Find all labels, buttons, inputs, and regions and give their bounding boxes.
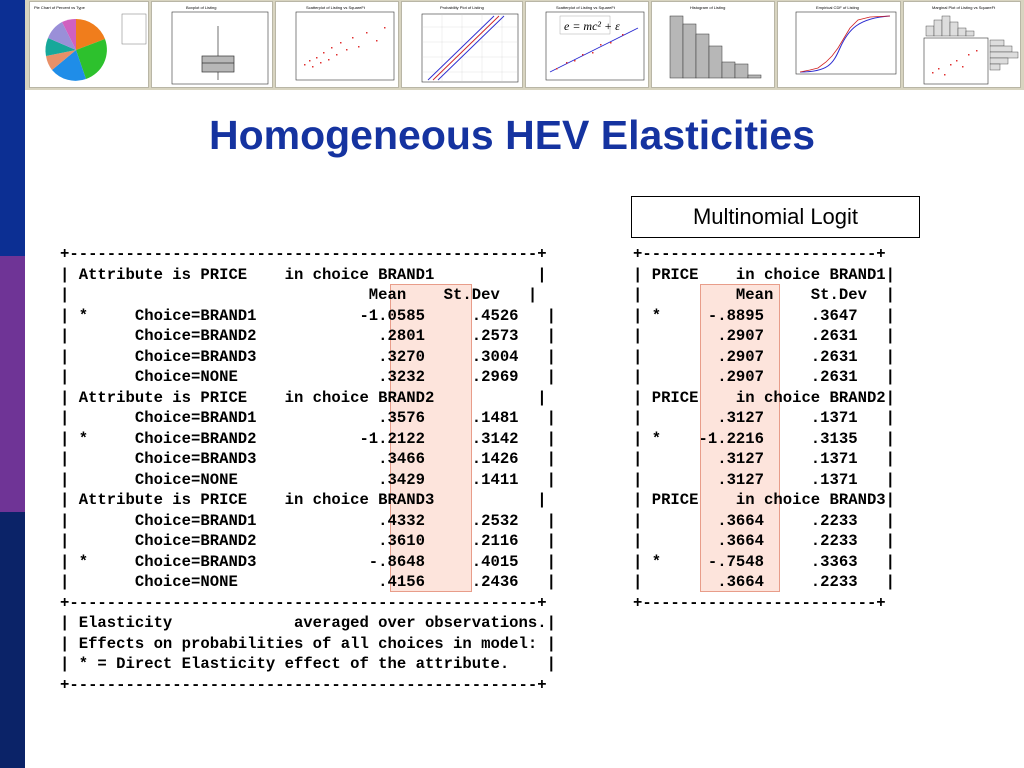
thumbnail-scatterplot — [275, 1, 399, 88]
sidebar-accent-bottom — [0, 512, 25, 768]
scatterplot-thumbnail-graphic — [276, 2, 400, 89]
svg-text:Scatterplot of Listing vs Squa: Scatterplot of Listing vs SquareFt — [306, 5, 365, 10]
chart-thumbnail-strip — [25, 0, 1024, 90]
histogram-thumbnail-graphic — [652, 2, 776, 89]
thumbnail-histogram — [651, 1, 775, 88]
pie-chart-thumbnail-graphic — [30, 2, 150, 89]
svg-text:Probability Plot of Listing: Probability Plot of Listing — [440, 5, 484, 10]
thumbnail-pie-chart — [29, 1, 149, 88]
svg-text:e = mc² + ε: e = mc² + ε — [564, 19, 620, 33]
svg-text:Empirical CDF of Listing: Empirical CDF of Listing — [816, 5, 859, 10]
svg-text:Boxplot of Listing: Boxplot of Listing — [186, 5, 217, 10]
svg-text:Pie Chart of Percent vs Type: Pie Chart of Percent vs Type — [34, 5, 85, 10]
thumbnail-probability-plot — [401, 1, 523, 88]
thumbnail-marginal-plot — [903, 1, 1021, 88]
sidebar-accent-middle — [0, 256, 25, 512]
thumbnail-empirical-cdf — [777, 1, 901, 88]
probability-plot-thumbnail-graphic — [402, 2, 524, 89]
svg-text:Scatterplot of Listing vs Squa: Scatterplot of Listing vs SquareFt — [556, 5, 615, 10]
regression-thumbnail-graphic — [526, 2, 650, 89]
thumbnail-boxplot — [151, 1, 273, 88]
svg-text:Marginal Plot of Listing vs Sq: Marginal Plot of Listing vs SquareFt — [932, 5, 996, 10]
multinomial-logit-label: Multinomial Logit — [631, 196, 920, 238]
cdf-thumbnail-graphic — [778, 2, 902, 89]
marginal-plot-thumbnail-graphic — [904, 2, 1022, 89]
slide-title: Homogeneous HEV Elasticities — [208, 112, 816, 158]
boxplot-thumbnail-graphic — [152, 2, 274, 89]
right-elasticity-table: +-------------------------+ | PRICE in choice BRAND1| | Mean St.Dev | | * -.8895 .3647 | | .2907 .2631 | | .2907 .2631 | | .2907 .2631 | | PRICE in choice BRAND2| | .3127 .1371 | | * -1.2216 .3135 | | .3127 .1371 | | .3127 .1371 | | PRICE in choice BRAND3| | .3664 .2233 | | .3664 .2233 | | * -.7548 .3363 | | .3664 .2233 | +-------------------------+ — [633, 245, 896, 612]
left-elasticity-table: +--------------------------------------------------+ | Attribute is PRICE in choice BRAND1 | | Mean St.Dev | | * Choice=BRAND1 -1.0585 .4526 | | Choice=BRAND2 .2801 .2573 | | Choice=BRAND3 .3270 .3004 | | Choice=NONE .3232 .2969 | | Attribute is PRICE in choice BRAND2 | | Choice=BRAND1 .3576 .1481 | | * Choice=BRAND2 -1.2122 .3142 | | Choice=BRAND3 .3466 .1426 | | Choice=NONE .3429 .1411 | | Attribute is PRICE in choice BRAND3 | | Choice=BRAND1 .4332 .2532 | | Choice=BRAND2 .3610 .2116 | | * Choice=BRAND3 -.8648 .4015 | | Choice=NONE .4156 .2436 | +--------------------------------------------------+ | Elasticity averaged over observations.| | Effects on probabilities of all choices in model: | | * = Direct Elasticity effect of the attribute. | +--------------------------------------------------+ — [60, 245, 556, 694]
svg-text:Histogram of Listing: Histogram of Listing — [690, 5, 726, 10]
thumbnail-scatterplot-regression — [525, 1, 649, 88]
